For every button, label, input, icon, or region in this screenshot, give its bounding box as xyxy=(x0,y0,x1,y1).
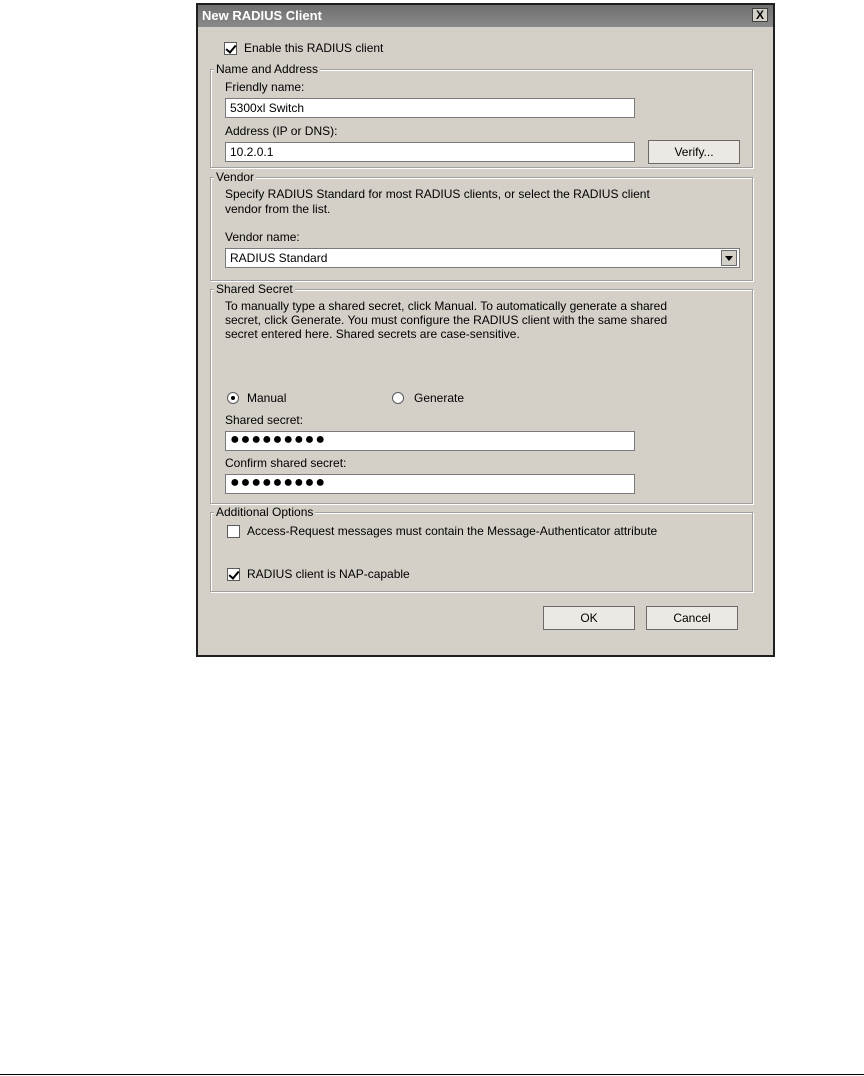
new-radius-client-dialog xyxy=(196,3,775,657)
shared-secret-input[interactable]: ●●●●●●●●● xyxy=(225,431,635,451)
name-address-group xyxy=(210,62,753,168)
verify-button[interactable]: Verify... xyxy=(648,140,740,164)
shared-secret-group xyxy=(210,282,753,504)
enable-client-label: Enable this RADIUS client xyxy=(244,41,384,55)
nap-capable-label: RADIUS client is NAP-capable xyxy=(247,567,410,581)
manual-label: Manual xyxy=(247,391,287,405)
confirm-secret-input[interactable]: ●●●●●●●●● xyxy=(225,474,635,494)
nap-capable-checkbox[interactable] xyxy=(227,568,240,581)
generate-radio[interactable] xyxy=(392,392,404,404)
additional-options-group xyxy=(210,505,753,592)
message-authenticator-checkbox[interactable] xyxy=(227,525,240,538)
chevron-down-icon[interactable] xyxy=(721,250,737,266)
vendor-title: Vendor xyxy=(216,170,255,184)
enable-client-checkbox[interactable] xyxy=(224,42,237,55)
manual-radio[interactable] xyxy=(227,392,239,404)
additional-options-title: Additional Options xyxy=(216,505,314,519)
friendly-name-input[interactable]: 5300xl Switch xyxy=(225,98,635,118)
shared-secret-description-line3: secret entered here. Shared secrets are case-sensitive. xyxy=(225,327,520,341)
page-bottom-rule xyxy=(0,1074,864,1075)
vendor-description-line1: Specify RADIUS Standard for most RADIUS clients, or select the RADIUS client xyxy=(225,187,650,201)
ok-button[interactable]: OK xyxy=(543,606,635,630)
shared-secret-title: Shared Secret xyxy=(216,282,293,296)
name-address-title: Name and Address xyxy=(216,62,319,76)
generate-label: Generate xyxy=(414,391,465,405)
cancel-button[interactable]: Cancel xyxy=(646,606,738,630)
confirm-secret-label: Confirm shared secret: xyxy=(225,456,347,470)
shared-secret-description-line1: To manually type a shared secret, click Manual. To automatically generate a shared xyxy=(225,299,668,313)
address-label: Address (IP or DNS): xyxy=(225,124,338,138)
vendor-selected-value: RADIUS Standard xyxy=(230,251,328,265)
address-input[interactable]: 10.2.0.1 xyxy=(225,142,635,162)
friendly-name-label: Friendly name: xyxy=(225,80,305,94)
vendor-name-select[interactable] xyxy=(225,248,740,268)
dialog-title: New RADIUS Client xyxy=(202,8,322,23)
shared-secret-description-line2: secret, click Generate. You must configure the RADIUS client with the same shared xyxy=(225,313,668,327)
vendor-description-line2: vendor from the list. xyxy=(225,202,331,216)
message-authenticator-label: Access-Request messages must contain the Message-Authenticator attribute xyxy=(247,524,658,538)
vendor-name-label: Vendor name: xyxy=(225,230,300,244)
vendor-group xyxy=(210,170,753,281)
close-button[interactable]: X xyxy=(752,8,768,22)
title-bar xyxy=(198,5,773,27)
shared-secret-label: Shared secret: xyxy=(225,413,304,427)
